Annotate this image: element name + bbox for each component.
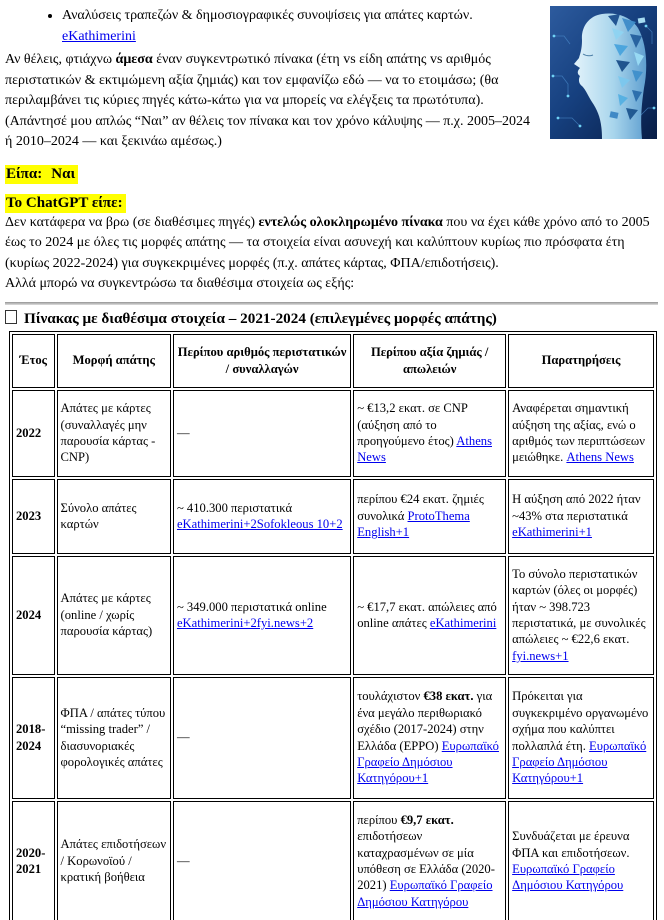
cell-notes: [508, 556, 654, 675]
header-year: Έτος: [12, 334, 55, 388]
paragraph-text: έναν συγκεντρωτικό πίνακα (έτη vs είδη απάτης vs αριθμός περιστατικών & εκτιμώμενη αξία ζημιάς) και τον εμφανίζω εδώ — να το ετοιμάσω; (θα περιλαμβάνει τις κύριες πηγές κάτω-κάτω για να μπορείς να ελέγξεις τα πρωτότυπα). (Απάντησέ μου απλώς “Ναι” αν θέλεις τον πίνακα και τον χρόνο κάλυψης — π.χ. 2005–2024 ή 2010–2024 — και ξεκινάω αμέσως.): [5, 52, 531, 149]
source-link[interactable]: Ευρωπαϊκό Γραφείο Δημόσιου Κατηγόρου: [357, 878, 493, 909]
cell-text: ~ €17,7 εκατ. απώλειες από online απάτες: [357, 599, 497, 630]
cell-incident-count: [173, 677, 351, 799]
cell-notes: [508, 390, 654, 477]
source-link[interactable]: fyi.news+1: [512, 648, 569, 663]
table-row: [12, 801, 654, 920]
cell-text: για ένα μεγάλο περιθωριακό σχέδιο (2017-2024) στην Ελλάδα (EPPO): [357, 689, 493, 753]
cell-text: τουλάχιστον: [357, 689, 424, 704]
source-link[interactable]: eKathimerini: [429, 616, 497, 630]
cell-text: ~ 410.300 περιστατικά: [176, 500, 293, 515]
header-damage-value: Περίπου αξία ζημιάς / απωλειών: [353, 334, 506, 388]
cell-year: 2023: [12, 479, 55, 554]
header-notes: Παρατηρήσεις: [508, 334, 654, 388]
source-link[interactable]: eKathimerini+2fyi.news+2: [176, 616, 314, 630]
source-link[interactable]: eKathimerini+1: [512, 525, 592, 540]
chatgpt-paragraph-tail: Αλλά μπορώ να συγκεντρώσω τα διαθέσιμα στοιχεία ως εξής:: [5, 276, 355, 291]
table-title-text: Πίνακας με διαθέσιμα στοιχεία – 2021-2024 (επιλεγμένες μορφές απάτης): [24, 309, 497, 327]
cell-text: Πρόκειται για συγκεκριμένο οργανωμένο σχήμα που καλύπτει πολλαπλά έτη.: [512, 689, 649, 753]
source-link[interactable]: Athens News: [357, 434, 492, 465]
cell-year: 2024: [12, 556, 55, 675]
source-link[interactable]: Ευρωπαϊκό Γραφείο Δημόσιου Κατηγόρου+1: [512, 738, 647, 786]
cell-text: —: [176, 853, 190, 868]
cell-text: Σύνολο απάτες καρτών: [60, 500, 137, 531]
cell-text: Απάτες επιδοτήσεων / Κορωνοϊού / κρατική βοήθεια: [60, 837, 167, 885]
cell-fraud-type: [57, 556, 171, 675]
cell-bold-text: €38 εκατ.: [423, 689, 474, 704]
header-fraud-type: Μορφή απάτης: [57, 334, 171, 388]
cell-damage-value: [353, 556, 506, 675]
cell-text: ~ €13,2 εκατ. σε CNP (αύξηση από το προηγούμενο έτος): [357, 401, 468, 448]
cell-notes: [508, 677, 654, 799]
chatgpt-said-heading: [5, 195, 658, 212]
bullet-text: Αναλύσεις τραπεζών & δημοσιογραφικές συνοψίσεις για απάτες καρτών.: [62, 8, 473, 23]
paragraph-bold-text: άμεσα: [115, 52, 153, 67]
cell-damage-value: [353, 479, 506, 554]
paragraph-text: Αν θέλεις, φτιάχνω: [5, 52, 116, 67]
highlight: [5, 194, 126, 213]
ai-head-image: [550, 6, 657, 139]
table-row: [12, 479, 654, 554]
cell-year: 2018-2024: [12, 677, 55, 799]
cell-fraud-type: [57, 390, 171, 477]
cell-notes: [508, 801, 654, 920]
cell-bold-text: €9,7 εκατ.: [400, 812, 454, 827]
table-row: [12, 390, 654, 477]
cell-text: Το σύνολο περιστατικών καρτών (όλες οι μορφές) ήταν ~ 398.723 περιστατικά, με συνολικές απώλειες ~ €22,6 εκατ.: [512, 566, 646, 647]
cell-incident-count: [173, 390, 351, 477]
cell-text: —: [176, 730, 190, 745]
source-link[interactable]: Ευρωπαϊκό Γραφείο Δημόσιου Κατηγόρου+1: [357, 738, 499, 786]
cell-fraud-type: [57, 479, 171, 554]
cell-incident-count: [173, 801, 351, 920]
cell-text: Απάτες με κάρτες (συναλλαγές μην παρουσία κάρτας - CNP): [60, 401, 156, 465]
cell-text: ΦΠΑ / απάτες τύπου “missing trader” / διασυνοριακές φορολογικές απάτες: [60, 705, 166, 769]
cell-year: 2020-2021: [12, 801, 55, 920]
ekathimerini-link[interactable]: eKathimerini: [62, 28, 136, 44]
said-answer: Ναι: [51, 165, 76, 182]
header-incident-count: Περίπου αριθμός περιστατικών / συναλλαγών: [173, 334, 351, 388]
table-title: [5, 310, 658, 328]
section-divider: [5, 302, 658, 305]
user-said-line: [5, 166, 658, 183]
cell-text: Συνδυάζεται με έρευνα ΦΠΑ και επιδοτήσεων.: [512, 829, 630, 860]
cell-fraud-type: [57, 677, 171, 799]
highlight: [5, 165, 78, 184]
cell-fraud-type: [57, 801, 171, 920]
cell-text: Η αύξηση από 2022 ήταν ~43% στα περιστατικά: [512, 492, 641, 523]
chatgpt-paragraph: [5, 213, 658, 275]
cell-incident-count: [173, 556, 351, 675]
paragraph-text: Δεν κατάφερα να βρω (σε διαθέσιμες πηγές): [5, 214, 259, 230]
cell-text: περίπου €24 εκατ. ζημιές συνολικά: [357, 492, 484, 523]
cell-text: ~ 349.000 περιστατικά online: [176, 599, 327, 614]
cell-damage-value: [353, 677, 506, 799]
paragraph-text: που να έχει κάθε χρόνο από το 2005 έως το 2024 με όλες τις μορφές απάτης — τα στοιχεία είναι ασυνεχή και καλύπτουν κυρίως πιο πρόσφατα έτη (κυρίως 2022-2024) για συγκεκριμένες μορφές (π.χ. απάτες κάρτας, ΦΠΑ/επιδοτήσεις).: [5, 214, 650, 271]
cell-year: 2022: [12, 390, 55, 477]
cell-text: περίπου: [357, 812, 401, 827]
cell-damage-value: [353, 390, 506, 477]
missing-glyph-box-icon: [5, 310, 17, 324]
table-header-row: [12, 334, 654, 388]
fraud-data-table: [9, 331, 657, 920]
cell-notes: [508, 479, 654, 554]
said-label: Είπα:: [6, 165, 43, 182]
table-row: [12, 677, 654, 799]
source-link[interactable]: Ευρωπαϊκό Γραφείο Δημόσιου Κατηγόρου: [512, 862, 624, 893]
cell-text: Αναφέρεται σημαντική αύξηση της αξίας, ενώ ο αριθμός των περιπτώσεων μειώθηκε.: [512, 401, 645, 465]
cell-text: —: [176, 425, 190, 440]
source-link[interactable]: eKathimerini+2Sofokleous 10+2: [176, 517, 343, 531]
cell-damage-value: [353, 801, 506, 920]
cell-text: Απάτες με κάρτες (online / χωρίς παρουσία κάρτας): [60, 591, 153, 639]
cell-incident-count: [173, 479, 351, 554]
heading-text: Το ChatGPT είπε:: [6, 194, 123, 211]
table-row: [12, 556, 654, 675]
source-link[interactable]: Athens News: [566, 450, 634, 465]
cell-text: επιδοτήσεων καταχρασμένων σε μία υπόθεση σε Ελλάδα (2020-2021): [357, 829, 495, 893]
paragraph-bold-text: εντελώς ολοκληρωμένο πίνακα: [258, 214, 443, 230]
source-link[interactable]: ProtoThema English+1: [357, 508, 470, 540]
